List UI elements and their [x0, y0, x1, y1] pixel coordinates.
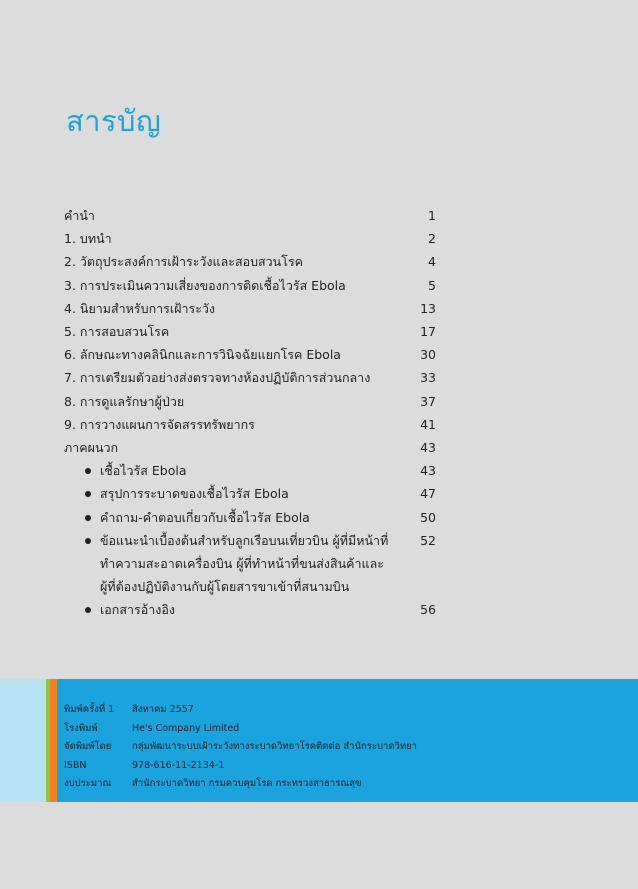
toc-appendix-item[interactable] — [64, 482, 436, 505]
page-title: สารบัญ — [66, 104, 162, 138]
colophon-row — [64, 720, 417, 739]
toc-item-page: 2 — [428, 231, 436, 247]
toc-item-page: 50 — [420, 509, 436, 525]
toc-appendix-item[interactable] — [64, 459, 436, 482]
toc-item[interactable] — [64, 274, 436, 297]
bullet-icon — [85, 538, 91, 544]
colophon-key: พิมพ์ครั้งที่ 1 — [64, 704, 115, 715]
toc-item-page: 41 — [420, 416, 436, 432]
toc-item-label: คำถาม-คำตอบเกี่ยวกับเชื้อไวรัส Ebola — [100, 509, 310, 525]
toc-item[interactable] — [64, 297, 436, 320]
toc-item-label: ภาคผนวก — [64, 440, 119, 456]
toc-item[interactable] — [64, 343, 436, 366]
toc-item[interactable] — [64, 390, 436, 413]
toc-item[interactable] — [64, 366, 436, 389]
toc-item-label: ข้อแนะนำเบื้องต้นสำหรับลูกเรือบนเที่ยวบิน ผู้ที่มีหน้าที่ — [100, 532, 389, 548]
toc-item-label: 2. วัตถุประสงค์การเฝ้าระวังและสอบสวนโรค — [64, 254, 304, 270]
toc-item[interactable] — [64, 436, 436, 459]
toc-item-page: 56 — [420, 602, 436, 618]
colophon-band — [0, 679, 638, 802]
toc-item-label: 1. บทนำ — [64, 231, 112, 247]
toc-item[interactable] — [64, 227, 436, 250]
toc-item[interactable] — [64, 413, 436, 436]
colophon — [64, 701, 417, 794]
toc-item-label-line2: ทำความสะอาดเครื่องบิน ผู้ที่ทำหน้าที่ขนส่งสินค้าและ — [100, 556, 384, 572]
toc-item-page: 37 — [420, 393, 436, 409]
toc-item-label: 3. การประเมินความเสี่ยงของการติดเชื้อไวรัส Ebola — [64, 277, 346, 293]
toc-item-page: 52 — [420, 532, 436, 548]
toc-item-page: 1 — [428, 208, 436, 223]
toc-item-label: 4. นิยามสำหรับการเฝ้าระวัง — [64, 300, 216, 316]
colophon-key: โรงพิมพ์ — [64, 722, 98, 734]
colophon-key: ISBN — [64, 759, 87, 771]
colophon-value: สิงหาคม 2557 — [132, 704, 194, 715]
toc-appendix-item[interactable] — [64, 529, 436, 599]
footer-orange-bar — [50, 679, 57, 802]
colophon-key: งบประมาณ — [64, 778, 112, 789]
toc-item[interactable] — [64, 250, 436, 273]
toc-item[interactable] — [64, 204, 436, 227]
colophon-row — [64, 775, 417, 794]
toc-item-page: 43 — [420, 463, 436, 479]
toc-item-page: 13 — [420, 300, 436, 316]
bullet-icon — [85, 515, 91, 521]
toc-item-page: 47 — [420, 486, 436, 502]
toc-item-page: 43 — [420, 440, 436, 456]
toc-appendix-item[interactable] — [64, 506, 436, 529]
colophon-value: กลุ่มพัฒนาระบบเฝ้าระวังทางระบาดวิทยาโรคติดต่อ สำนักระบาดวิทยา — [132, 741, 417, 752]
footer-light-strip — [0, 679, 46, 802]
toc-item-label: สรุปการระบาดของเชื้อไวรัส Ebola — [100, 486, 289, 502]
colophon-key: จัดพิมพ์โดย — [64, 741, 112, 752]
colophon-value: 978-616-11-2134-1 — [132, 759, 225, 771]
toc-item-label: เอกสารอ้างอิง — [100, 602, 175, 618]
colophon-row — [64, 701, 417, 720]
toc-item-label: 5. การสอบสวนโรค — [64, 324, 170, 340]
colophon-row — [64, 738, 417, 757]
toc-appendix-item[interactable] — [64, 598, 436, 621]
colophon-value: He's Company Limited — [132, 722, 240, 734]
colophon-row — [64, 757, 417, 776]
toc-item-label: 6. ลักษณะทางคลินิกและการวินิจฉัยแยกโรค Ebola — [64, 347, 341, 363]
toc-item-page: 4 — [428, 254, 436, 270]
toc-item-label: คำนำ — [64, 208, 95, 223]
colophon-value: สำนักระบาดวิทยา กรมควบคุมโรค กระทรวงสาธารณสุข — [132, 778, 362, 789]
toc-item-label-line3: ผู้ที่ต้องปฏิบัติงานกับผู้โดยสารขาเข้าที่สนามบิน — [100, 579, 350, 595]
toc-item-page: 5 — [428, 277, 436, 293]
toc-item-page: 30 — [420, 347, 436, 363]
toc-item-label: 7. การเตรียมตัวอย่างส่งตรวจทางห้องปฏิบัติการส่วนกลาง — [64, 370, 371, 386]
table-of-contents — [64, 204, 436, 622]
toc-item-page: 17 — [420, 324, 436, 340]
toc-item[interactable] — [64, 320, 436, 343]
toc-item-label: เชื้อไวรัส Ebola — [100, 463, 187, 479]
toc-item-label: 8. การดูแลรักษาผู้ป่วย — [64, 393, 185, 409]
toc-item-label: 9. การวางแผนการจัดสรรทรัพยากร — [64, 416, 255, 432]
toc-item-page: 33 — [420, 370, 436, 386]
